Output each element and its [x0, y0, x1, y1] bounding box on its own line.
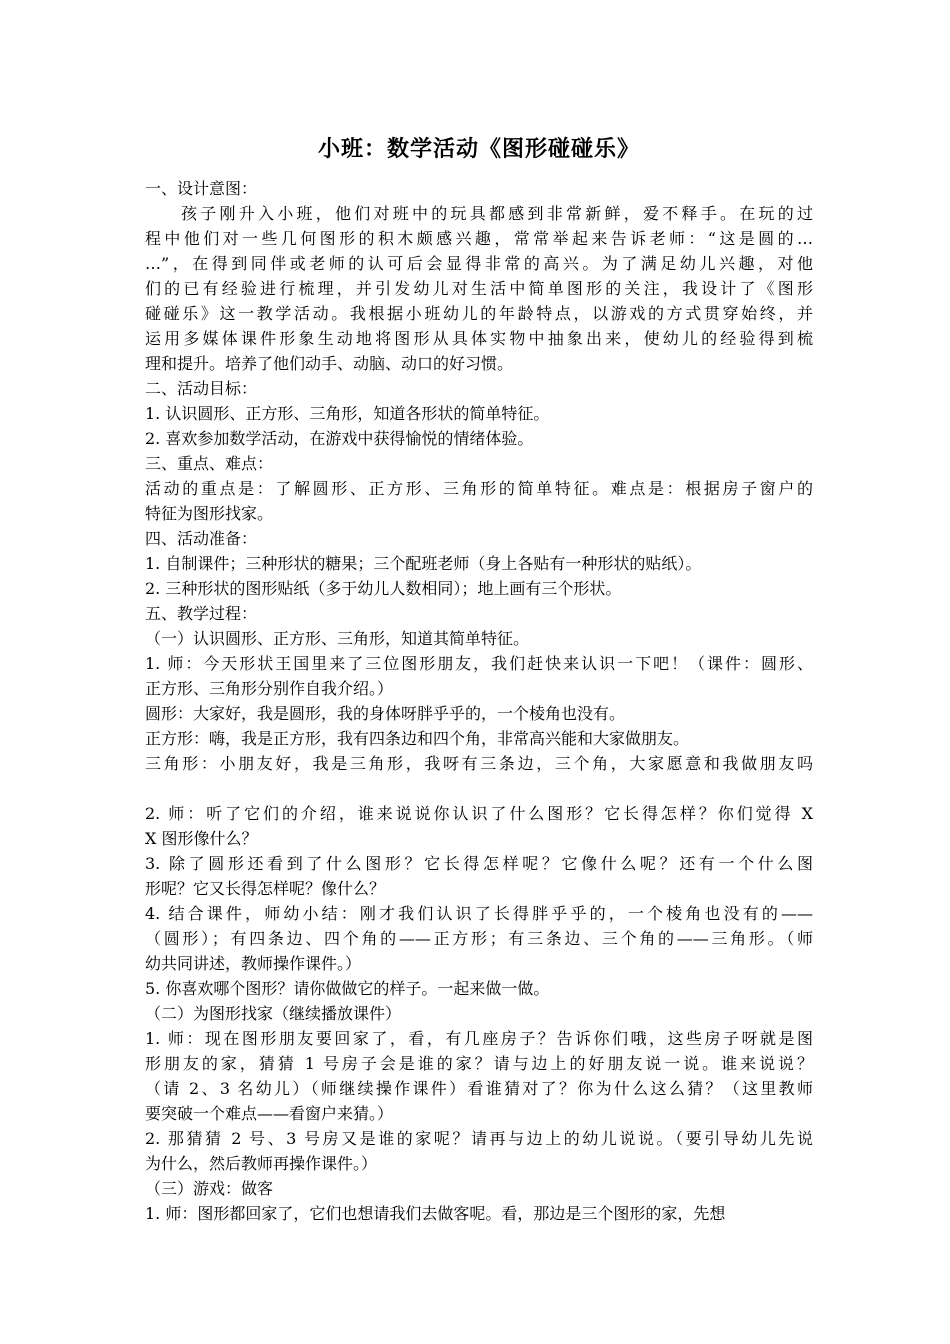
body-line: 运用多媒体课件形象生动地将图形从具体实物中抽象出来，使幼儿的经验得到梳	[145, 329, 813, 348]
body-line: 三、重点、难点：	[145, 454, 274, 473]
body-line: 1. 师：图形都回家了，它们也想请我们去做客呢。看，那边是三个图形的家，先想	[145, 1204, 726, 1223]
body-line: 1. 认识圆形、正方形、三角形，知道各形状的简单特征。	[145, 404, 550, 423]
body-line: 形呢？它又长得怎样呢？像什么？	[145, 879, 386, 898]
body-line: 理和提升。培养了他们动手、动脑、动口的好习惯。	[145, 354, 514, 373]
body-line: 形朋友的家，猜猜 1 号房子会是谁的家？请与边上的好朋友说一说。谁来说说？	[145, 1054, 813, 1073]
body-line: 5. 你喜欢哪个图形？请你做做它的样子。一起来做一做。	[145, 979, 550, 998]
body-line: 2. 三种形状的图形贴纸（多于幼儿人数相同）；地上画有三个形状。	[145, 579, 622, 598]
document-page	[145, 132, 813, 1226]
body-line: 圆形：大家好，我是圆形，我的身体呀胖乎乎的，一个棱角也没有。	[145, 704, 626, 723]
body-line: （圆形）；有四条边、四个角的——正方形；有三条边、三个角的——三角形。（师	[145, 929, 813, 948]
body-line: （请 2、3 名幼儿）（师继续操作课件）看谁猜对了？你为什么这么猜？（这里教师	[145, 1079, 813, 1098]
blank-line	[145, 776, 813, 801]
body-line: （一）认识圆形、正方形、三角形，知道其简单特征。	[145, 629, 530, 648]
body-line: 4. 结合课件，师幼小结：刚才我们认识了长得胖乎乎的，一个棱角也没有的——	[145, 904, 813, 923]
body-line: 五、教学过程：	[145, 604, 258, 623]
body-line: （二）为图形找家（继续播放课件）	[145, 1004, 402, 1023]
document-body	[145, 176, 813, 1226]
body-line: 幼共同讲述，教师操作课件。）	[145, 954, 362, 973]
body-line: 们的已有经验进行梳理，并引发幼儿对生活中简单图形的关注，我设计了《图形	[145, 279, 813, 298]
body-line: 2. 喜欢参加数学活动，在游戏中获得愉悦的情绪体验。	[145, 429, 534, 448]
body-line: 碰碰乐》这一教学活动。我根据小班幼儿的年龄特点，以游戏的方式贯穿始终，并	[145, 304, 813, 323]
body-line: 一、设计意图：	[145, 179, 258, 198]
body-line: …”，在得到同伴或老师的认可后会显得非常的高兴。为了满足幼儿兴趣，对他	[145, 254, 813, 273]
body-line: 要突破一个难点——看窗户来猜。）	[145, 1104, 394, 1123]
body-line: 四、活动准备：	[145, 529, 258, 548]
body-line: 1. 自制课件；三种形状的糖果；三个配班老师（身上各贴有一种形状的贴纸）。	[145, 554, 702, 573]
body-line: 活动的重点是：了解圆形、正方形、三角形的简单特征。难点是：根据房子窗户的	[145, 479, 813, 498]
body-line: 孩子刚升入小班，他们对班中的玩具都感到非常新鲜，爱不释手。在玩的过	[181, 204, 813, 223]
body-line: 2. 师：听了它们的介绍，谁来说说你认识了什么图形？它长得怎样？你们觉得 X	[145, 804, 813, 823]
body-line: 正方形：嗨，我是正方形，我有四条边和四个角，非常高兴能和大家做朋友。	[145, 729, 690, 748]
body-line: X 图形像什么？	[145, 829, 258, 848]
body-line: 3. 除了圆形还看到了什么图形？它长得怎样呢？它像什么呢？还有一个什么图	[145, 854, 813, 873]
body-line: 2. 那猜猜 2 号、3 号房又是谁的家呢？请再与边上的幼儿说说。（要引导幼儿先说	[145, 1129, 813, 1148]
body-line: 程中他们对一些几何图形的积木颇感兴趣，常常举起来告诉老师：“这是圆的…	[145, 229, 813, 248]
body-line: 正方形、三角形分别作自我介绍。）	[145, 679, 394, 698]
body-line: 1. 师：现在图形朋友要回家了，看，有几座房子？告诉你们哦，这些房子呀就是图	[145, 1029, 813, 1048]
body-line: 特征为图形找家。	[145, 504, 274, 523]
body-line: 三角形：小朋友好，我是三角形，我呀有三条边，三个角，大家愿意和我做朋友吗	[145, 754, 813, 773]
body-line: 二、活动目标：	[145, 379, 258, 398]
body-line: 1. 师：今天形状王国里来了三位图形朋友，我们赶快来认识一下吧！（课件：圆形、	[145, 654, 813, 673]
document-title: 小班：数学活动《图形碰碰乐》	[317, 137, 640, 162]
body-line: 为什么，然后教师再操作课件。）	[145, 1154, 378, 1173]
body-line: （三）游戏：做客	[145, 1179, 274, 1198]
